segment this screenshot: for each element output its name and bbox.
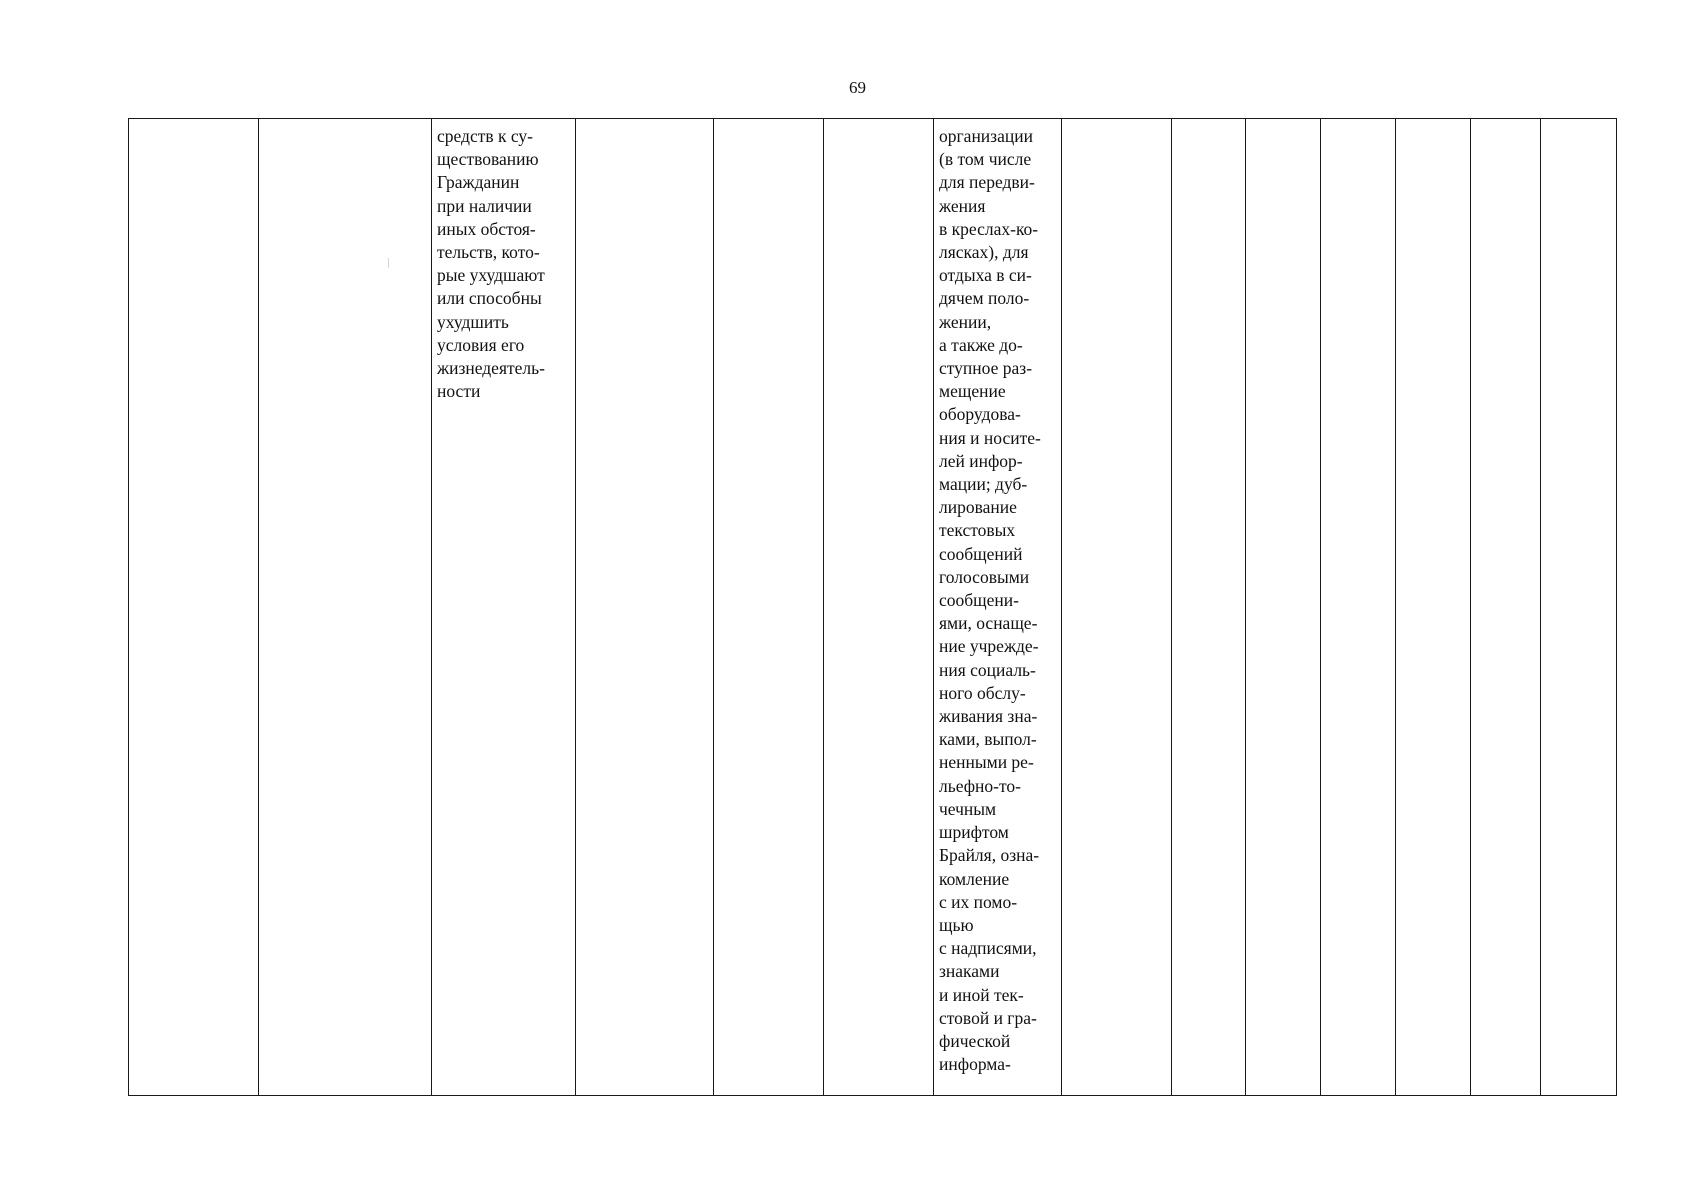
scan-artifact	[388, 258, 389, 268]
cell-text: организации (в том числе для передви- жения в креслах-ко- лясках), для отдыха в си- дячем поло- жении, а также до- ступное раз- мещение оборудова- ния и носите- лей инфор- мации; дуб- лирование текстовых сообщений голосовыми сообщени- ями, оснаще- ние учрежде- ния социаль- ного обслу- живания зна- ками, выпол- ненными ре- льефно-то- чечным шрифтом Брайля, озна- комление с их помо- щью с надписями, знаками и иной тек- стовой и гра- фической информа-	[939, 126, 1041, 1075]
table-cell-col-3	[432, 119, 576, 1096]
table-cell-col-12	[1396, 119, 1471, 1096]
table-cell-col-6	[824, 119, 934, 1096]
table-cell-col-9	[1172, 119, 1246, 1096]
cell-text: средств к су- ществованию Гражданин при наличии иных обстоя- тельств, кото- рые ухудшают или способны ухудшить условия его жизнедеятель- ности	[437, 126, 545, 402]
table-cell-col-10	[1246, 119, 1321, 1096]
table-cell-col-13	[1471, 119, 1541, 1096]
table-cell-col-8	[1062, 119, 1172, 1096]
table-row	[129, 119, 1617, 1096]
table-cell-col-7	[934, 119, 1062, 1096]
page-number: 69	[849, 78, 866, 97]
document-table	[128, 118, 1617, 1096]
table-cell-col-5	[714, 119, 824, 1096]
table-cell-col-14	[1541, 119, 1617, 1096]
table-cell-col-2	[259, 119, 432, 1096]
table-cell-col-1	[129, 119, 259, 1096]
table-cell-col-11	[1321, 119, 1396, 1096]
table-cell-col-4	[576, 119, 714, 1096]
